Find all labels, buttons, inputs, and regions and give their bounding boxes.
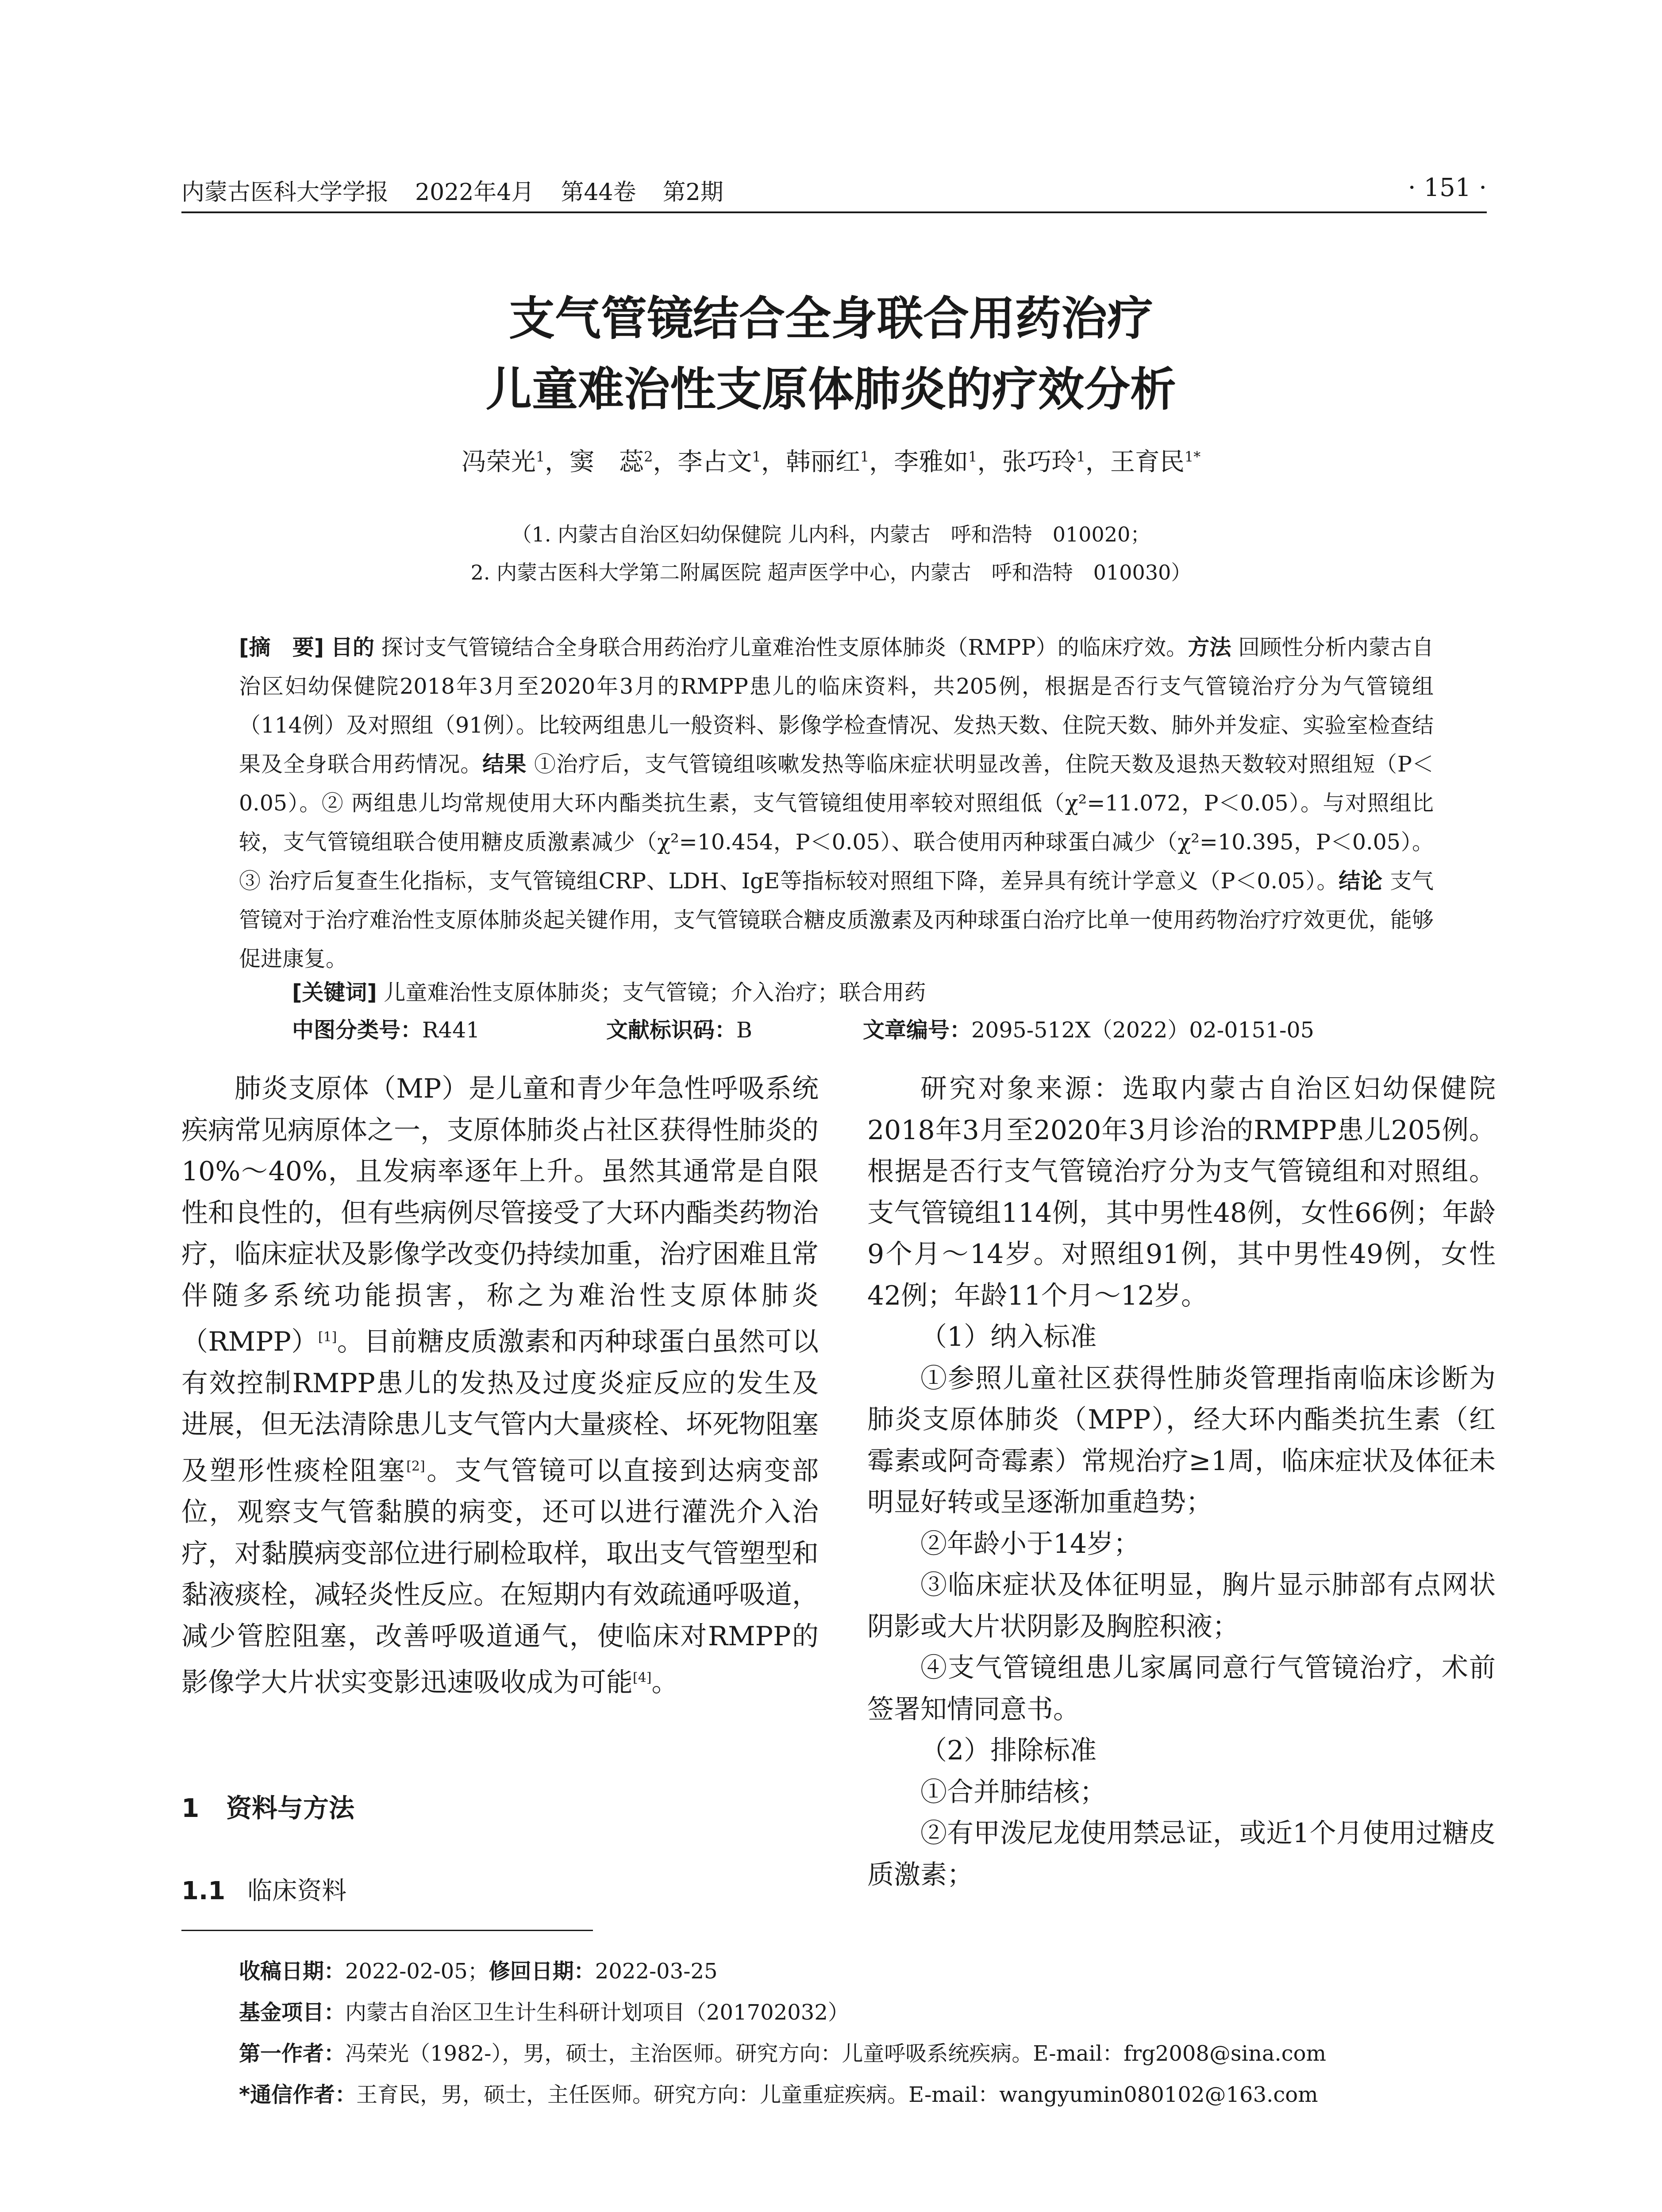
subsection-title: 临床资料 xyxy=(247,1877,347,1905)
body-column-right xyxy=(867,1068,1496,1896)
revised-label: 修回日期： xyxy=(489,1959,595,1984)
first-author-label: 第一作者： xyxy=(239,2041,346,2066)
received-dates xyxy=(239,1951,1326,1992)
received-value: 2022-02-05； xyxy=(345,1959,489,1984)
author-affiliation-mark: 1 xyxy=(860,448,869,465)
author-list: 冯荣光$^1$，窦 蕊$^2$，李占文$^1$，韩丽红$^1$，李雅如$^1$，张巧玲$^1$，王育民$^{1*}$ xyxy=(461,448,1201,476)
author: 张巧玲 xyxy=(1002,448,1077,476)
first-author-info xyxy=(239,2033,1326,2074)
first-author-value: 冯荣光（1982-），男，硕士，主治医师。研究方向：儿童呼吸系统疾病。E-mail：frg2008@sina.com xyxy=(345,2041,1327,2066)
body-column-left xyxy=(181,1068,819,1704)
author-affiliation-mark: 1 xyxy=(752,448,761,465)
author-affiliation-mark: 1 xyxy=(968,448,977,465)
volume: 第44卷 xyxy=(561,179,636,206)
document-code xyxy=(606,1013,752,1044)
abstract-objective: 探讨支气管镜结合全身联合用药治疗儿童难治性支原体肺炎（RMPP）的临床疗效。 xyxy=(381,635,1188,660)
received-label: 收稿日期： xyxy=(239,1959,346,1984)
doc-code-value: B xyxy=(736,1018,753,1043)
journal-name: 内蒙古医科大学学报 xyxy=(181,179,389,206)
keywords xyxy=(292,975,1443,1006)
author-affiliation-mark: 1* xyxy=(1184,448,1201,465)
footnote-divider xyxy=(181,1930,593,1931)
affiliations xyxy=(0,515,1662,591)
conclusion-label: 结论 xyxy=(1339,868,1383,894)
clc-number xyxy=(292,1013,480,1044)
abstract-methods: 回顾性分析内蒙古自治区妇幼保健院2018年3月至2020年3月的RMPP患儿的临床资料，共205例，根据是否行支气管镜治疗分为气管镜组（114例）及对照组（91例）。比较两组患儿一般资料、影像学检查情况、发热天数、住院天数、肺外并发症、实验室检查结果及全身联合用药情况。 xyxy=(239,635,1434,777)
methods-label: 方法 xyxy=(1188,635,1231,660)
article-title xyxy=(0,283,1662,425)
issue-date: 2022年4月 xyxy=(415,179,535,206)
intro-text: 肺炎支原体（MP）是儿童和青少年急性呼吸系统疾病常见病原体之一，支原体肺炎占社区获得性肺炎的10%～40%，且发病率逐年上升。虽然其通常是自限性和良性的，但有些病例尽管接受了大环内酯类药物治疗，临床症状及影像学改变仍持续加重，治疗困难且常伴随多系统功能损害，称之为难治性支原体肺炎（RMPP） xyxy=(181,1073,819,1357)
author: 王育民 xyxy=(1110,448,1185,476)
intro-text: 。 xyxy=(651,1667,678,1698)
citation[interactable]: [2] xyxy=(406,1458,425,1474)
author-affiliation-mark: 1 xyxy=(1076,448,1085,465)
fund-value: 内蒙古自治区卫生计生科研计划项目（201702032） xyxy=(345,2000,849,2025)
author: 韩丽红 xyxy=(785,448,860,476)
exclusion-item: ①合并肺结核； xyxy=(920,1776,1106,1808)
corresponding-author-label: *通信作者： xyxy=(239,2082,357,2107)
objective-label: 目的 xyxy=(331,635,375,660)
section-heading xyxy=(181,1787,354,1824)
subsection-heading xyxy=(181,1871,346,1907)
exclusion-item: ②有甲泼尼龙使用禁忌证，或近1个月使用过糖皮质激素； xyxy=(867,1818,1496,1890)
inclusion-item: ③临床症状及体征明显，胸片显示肺部有点网状阴影或大片状阴影及胸腔积液； xyxy=(867,1570,1496,1642)
article-number xyxy=(863,1013,1314,1044)
abstract-results: ①治疗后，支气管镜组咳嗽发热等临床症状明显改善，住院天数及退热天数较对照组短（P＜0.05）。② 两组患儿均常规使用大环内酯类抗生素，支气管镜组使用率较对照组低（χ²=11.072，P＜0.05）。与对照组比较，支气管镜组联合使用糖皮质激素减少（χ²=10.454，P＜0.05）、联合使用丙种球蛋白减少（χ²=10.395，P＜0.05）。③ 治疗后复查生化指标，支气管镜组CRP、LDH、IgE等指标较对照组下降，差异具有统计学意义（P＜0.05）。 xyxy=(239,752,1434,894)
abstract-conclusion: 支气管镜对于治疗难治性支原体肺炎起关键作用，支气管镜联合糖皮质激素及丙种球蛋白治疗比单一使用药物治疗疗效更优，能够促进康复。 xyxy=(239,868,1434,972)
inclusion-heading: （1）纳入标准 xyxy=(920,1321,1097,1352)
author: 冯荣光 xyxy=(461,448,536,476)
affiliation-line-2: 2. 内蒙古医科大学第二附属医院 超声医学中心，内蒙古 呼和浩特 010030） xyxy=(470,561,1192,584)
inclusion-item: ①参照儿童社区获得性肺炎管理指南临床诊断为肺炎支原体肺炎（MPP），经大环内酯类抗生素（红霉素或阿奇霉素）常规治疗≥1周，临床症状及体征未明显好转或呈逐渐加重趋势； xyxy=(867,1363,1496,1518)
header-divider xyxy=(181,211,1487,213)
corresponding-author-info xyxy=(239,2074,1326,2116)
fund-info xyxy=(239,1992,1326,2033)
fund-label: 基金项目： xyxy=(239,2000,346,2025)
running-header xyxy=(181,173,750,207)
citation[interactable]: [4] xyxy=(633,1670,652,1686)
section-title: 资料与方法 xyxy=(226,1793,354,1823)
keywords-value: 儿童难治性支原体肺炎；支气管镜；介入治疗；联合用药 xyxy=(384,980,926,1005)
author: 李占文 xyxy=(677,448,752,476)
affiliation-line-1: （1. 内蒙古自治区妇幼保健院 儿内科，内蒙古 呼和浩特 010020； xyxy=(511,522,1151,546)
author-affiliation-mark: 2 xyxy=(644,448,653,465)
article-number-value: 2095-512X（2022）02-0151-05 xyxy=(971,1018,1314,1043)
issue: 第2期 xyxy=(662,179,723,206)
study-subjects-paragraph: 研究对象来源：选取内蒙古自治区妇幼保健院2018年3月至2020年3月诊治的RMPP患儿205例。根据是否行支气管镜治疗分为支气管镜组和对照组。支气管镜组114例，其中男性48例，女性66例；年龄9个月～14岁。对照组91例，其中男性49例，女性42例；年龄11个月～12岁。 xyxy=(867,1073,1496,1311)
intro-paragraph xyxy=(181,1068,819,1704)
subsection-number: 1.1 xyxy=(181,1877,226,1905)
article-number-label: 文章编号： xyxy=(863,1018,972,1043)
revised-value: 2022-03-25 xyxy=(595,1959,718,1984)
intro-text: 。支气管镜可以直接到达病变部位，观察支气管黏膜的病变，还可以进行灌洗介入治疗，对黏膜病变部位进行刷检取样，取出支气管塑型和黏液痰栓，减轻炎性反应。在短期内有效疏通呼吸道，减少管腔阻塞，改善呼吸道通气，使临床对RMPP的影像学大片状实变影迅速吸收成为可能 xyxy=(181,1455,819,1698)
intro-text: 。目前糖皮质激素和丙种球蛋白虽然可以有效控制RMPP患儿的发热及过度炎症反应的发生及进展，但无法清除患儿支气管内大量痰栓、坏死物阻塞及塑形性痰栓阻塞 xyxy=(181,1326,819,1486)
clc-label: 中图分类号： xyxy=(292,1018,423,1043)
exclusion-heading: （2）排除标准 xyxy=(920,1735,1097,1766)
keywords-label: [关键词] xyxy=(292,980,377,1005)
abstract-label: [摘 要] xyxy=(239,635,324,660)
doc-code-label: 文献标识码： xyxy=(606,1018,737,1043)
author: 李雅如 xyxy=(894,448,969,476)
title-line-2: 儿童难治性支原体肺炎的疗效分析 xyxy=(485,362,1176,416)
results-label: 结果 xyxy=(482,752,527,777)
citation[interactable]: [1] xyxy=(318,1329,337,1345)
clc-value: R441 xyxy=(422,1018,480,1043)
abstract xyxy=(239,628,1434,979)
section-number: 1 xyxy=(181,1793,200,1823)
inclusion-item: ④支气管镜组患儿家属同意行气管镜治疗，术前签署知情同意书。 xyxy=(867,1652,1496,1725)
author: 窦 蕊 xyxy=(569,448,644,476)
title-line-1: 支气管镜结合全身联合用药治疗 xyxy=(508,292,1153,346)
footnotes xyxy=(239,1951,1326,2116)
corresponding-author-value: 王育民，男，硕士，主任医师。研究方向：儿童重症疾病。E-mail：wangyumin080102@163.com xyxy=(356,2082,1318,2107)
author-affiliation-mark: 1 xyxy=(535,448,545,465)
page-number: · 151 · xyxy=(1408,173,1487,202)
inclusion-item: ②年龄小于14岁； xyxy=(920,1528,1140,1559)
